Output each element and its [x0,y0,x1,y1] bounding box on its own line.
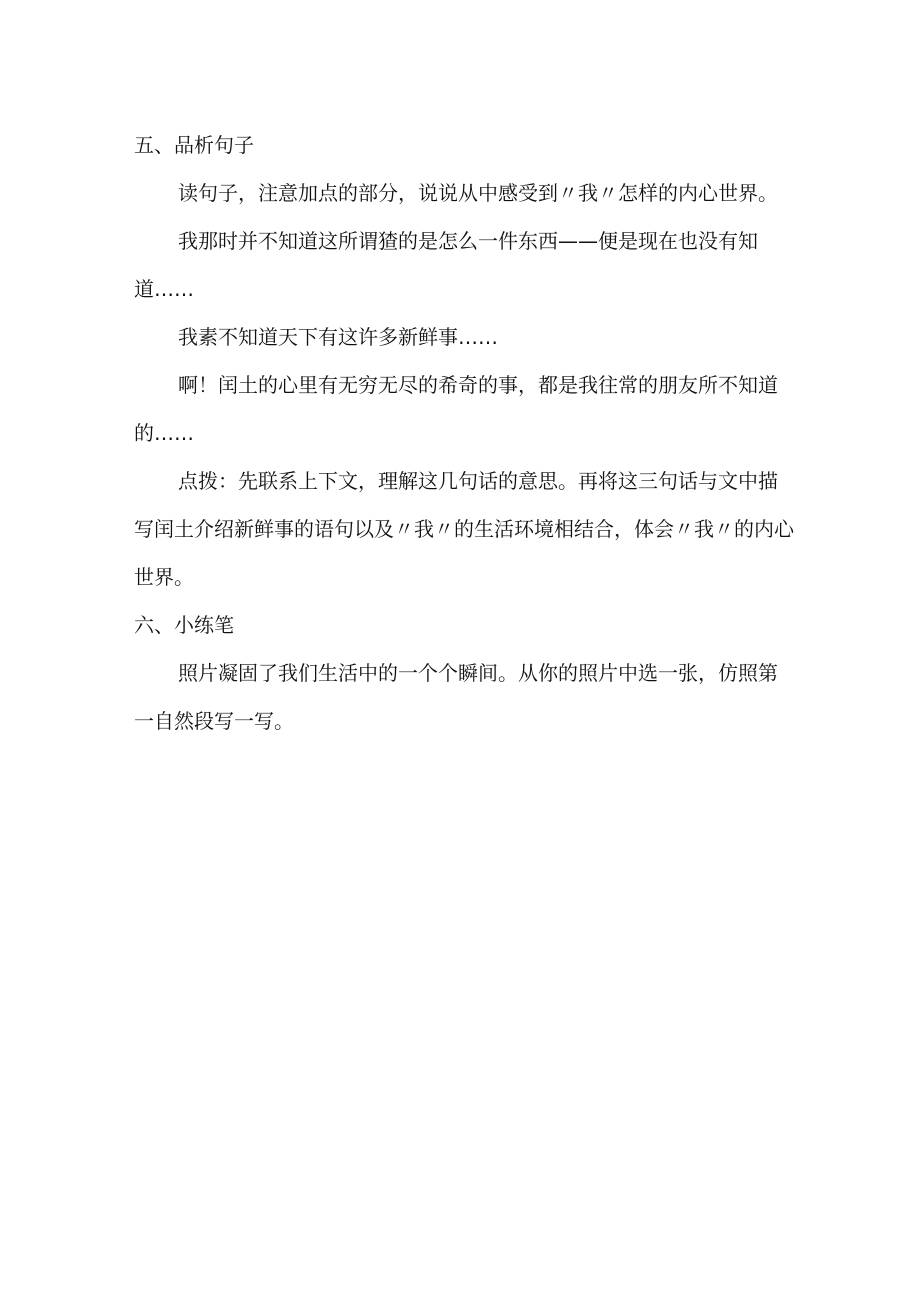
document-content [134,121,794,745]
section-five-instruction: 读句子，注意加点的部分，说说从中感受到〃我〃怎样的内心世界。 [178,181,778,205]
tip-line-2: 写闰土介绍新鲜事的语句以及〃我〃的生活环境相结合，体会〃我〃的内心 [134,517,794,541]
sentence-1-line-1: 我那时并不知道这所谓猹的是怎么一件东西——便是现在也没有知 [178,229,758,253]
sentence-2: 我素不知道天下有这许多新鲜事…… [178,325,498,349]
section-six-heading: 六、小练笔 [134,613,234,637]
task-line-2: 一自然段写一写。 [134,709,294,733]
section-five-heading: 五、品析句子 [134,133,254,157]
sentence-3-line-2: 的…… [134,421,194,445]
tip-line-3: 世界。 [134,565,194,589]
tip-line-1: 点拨：先联系上下文，理解这几句话的意思。再将这三句话与文中描 [178,469,778,493]
task-line-1: 照片凝固了我们生活中的一个个瞬间。从你的照片中选一张，仿照第 [178,661,778,685]
sentence-3-line-1: 啊！闰土的心里有无穷无尽的希奇的事，都是我往常的朋友所不知道 [178,373,778,397]
sentence-1-line-2: 道…… [134,277,194,301]
